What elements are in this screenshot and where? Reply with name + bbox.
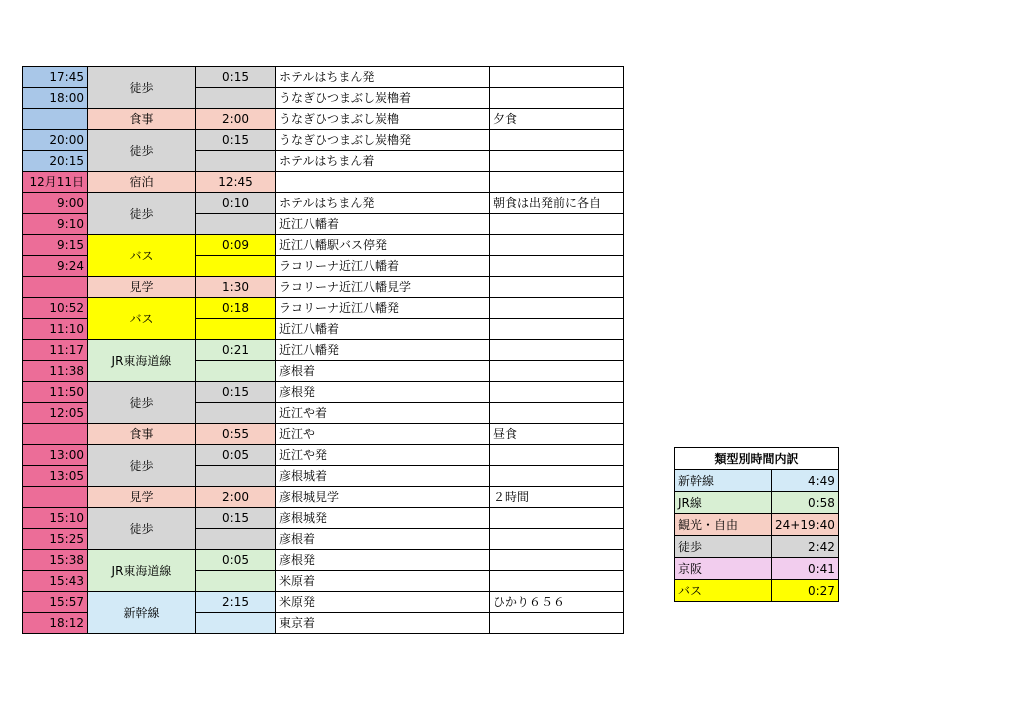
- transport-type-cell: 徒歩: [88, 130, 196, 172]
- duration-cell: [196, 151, 276, 172]
- description-cell: うなぎひつまぶし炭櫓発: [276, 130, 490, 151]
- duration-cell: 1:30: [196, 277, 276, 298]
- duration-cell: 2:00: [196, 109, 276, 130]
- summary-label: JR線: [675, 492, 772, 514]
- itinerary-row: [23, 298, 624, 319]
- note-cell: [490, 88, 624, 109]
- description-cell: ラコリーナ近江八幡着: [276, 256, 490, 277]
- summary-value: 0:58: [772, 492, 839, 514]
- time-cell: 9:15: [23, 235, 88, 256]
- description-cell: [276, 172, 490, 193]
- time-cell: [23, 109, 88, 130]
- note-cell: [490, 151, 624, 172]
- time-cell: 20:00: [23, 130, 88, 151]
- transport-type-cell: 徒歩: [88, 193, 196, 235]
- duration-cell: [196, 529, 276, 550]
- description-cell: 彦根発: [276, 550, 490, 571]
- time-cell: 13:05: [23, 466, 88, 487]
- description-cell: 東京着: [276, 613, 490, 634]
- duration-cell: [196, 466, 276, 487]
- summary-value: 4:49: [772, 470, 839, 492]
- note-cell: [490, 235, 624, 256]
- summary-label: 京阪: [675, 558, 772, 580]
- transport-type-cell: 徒歩: [88, 67, 196, 109]
- duration-cell: [196, 361, 276, 382]
- note-cell: [490, 466, 624, 487]
- time-cell: 12月11日: [23, 172, 88, 193]
- summary-label: 徒歩: [675, 536, 772, 558]
- time-cell: 15:43: [23, 571, 88, 592]
- duration-cell: 0:21: [196, 340, 276, 361]
- note-cell: [490, 298, 624, 319]
- summary-row: [675, 492, 839, 514]
- description-cell: 近江や発: [276, 445, 490, 466]
- note-cell: ２時間: [490, 487, 624, 508]
- time-cell: 18:00: [23, 88, 88, 109]
- itinerary-row: [23, 424, 624, 445]
- duration-cell: 0:15: [196, 382, 276, 403]
- duration-cell: 0:05: [196, 445, 276, 466]
- description-cell: ラコリーナ近江八幡見学: [276, 277, 490, 298]
- duration-cell: 2:15: [196, 592, 276, 613]
- note-cell: [490, 172, 624, 193]
- note-cell: [490, 403, 624, 424]
- time-cell: 10:52: [23, 298, 88, 319]
- description-cell: 米原発: [276, 592, 490, 613]
- time-cell: 15:10: [23, 508, 88, 529]
- note-cell: [490, 529, 624, 550]
- duration-cell: 12:45: [196, 172, 276, 193]
- transport-type-cell: 食事: [88, 424, 196, 445]
- time-cell: 17:45: [23, 67, 88, 88]
- note-cell: [490, 445, 624, 466]
- time-cell: 11:17: [23, 340, 88, 361]
- transport-type-cell: 見学: [88, 487, 196, 508]
- transport-type-cell: 徒歩: [88, 382, 196, 424]
- note-cell: ひかり６５６: [490, 592, 624, 613]
- time-cell: 12:05: [23, 403, 88, 424]
- summary-value: 24+19:40: [772, 514, 839, 536]
- note-cell: [490, 277, 624, 298]
- note-cell: 昼食: [490, 424, 624, 445]
- transport-type-cell: 食事: [88, 109, 196, 130]
- transport-type-cell: 新幹線: [88, 592, 196, 634]
- description-cell: 近江や: [276, 424, 490, 445]
- time-cell: 15:25: [23, 529, 88, 550]
- note-cell: [490, 361, 624, 382]
- description-cell: 近江八幡発: [276, 340, 490, 361]
- note-cell: [490, 67, 624, 88]
- description-cell: 近江八幡駅バス停発: [276, 235, 490, 256]
- summary-value: 0:27: [772, 580, 839, 602]
- duration-cell: [196, 256, 276, 277]
- duration-cell: 0:15: [196, 67, 276, 88]
- summary-value: 0:41: [772, 558, 839, 580]
- description-cell: ラコリーナ近江八幡発: [276, 298, 490, 319]
- note-cell: [490, 340, 624, 361]
- time-cell: 15:57: [23, 592, 88, 613]
- duration-cell: 0:10: [196, 193, 276, 214]
- note-cell: [490, 319, 624, 340]
- itinerary-row: [23, 67, 624, 88]
- note-cell: [490, 613, 624, 634]
- time-cell: [23, 277, 88, 298]
- transport-type-cell: 徒歩: [88, 508, 196, 550]
- time-cell: 18:12: [23, 613, 88, 634]
- note-cell: [490, 571, 624, 592]
- itinerary-row: [23, 277, 624, 298]
- summary-title: 類型別時間内訳: [675, 448, 839, 470]
- itinerary-row: [23, 172, 624, 193]
- time-cell: [23, 424, 88, 445]
- duration-cell: 0:18: [196, 298, 276, 319]
- summary-row: [675, 558, 839, 580]
- transport-type-cell: 徒歩: [88, 445, 196, 487]
- summary-row: [675, 470, 839, 492]
- time-cell: 20:15: [23, 151, 88, 172]
- transport-type-cell: JR東海道線: [88, 550, 196, 592]
- duration-cell: [196, 403, 276, 424]
- itinerary-row: [23, 235, 624, 256]
- duration-cell: [196, 214, 276, 235]
- itinerary-row: [23, 508, 624, 529]
- note-cell: [490, 382, 624, 403]
- time-summary-table: [674, 447, 839, 602]
- duration-cell: 0:15: [196, 130, 276, 151]
- description-cell: うなぎひつまぶし炭櫓着: [276, 88, 490, 109]
- time-cell: 9:00: [23, 193, 88, 214]
- time-cell: 15:38: [23, 550, 88, 571]
- itinerary-row: [23, 130, 624, 151]
- description-cell: 近江八幡着: [276, 214, 490, 235]
- time-cell: 9:24: [23, 256, 88, 277]
- duration-cell: 0:05: [196, 550, 276, 571]
- transport-type-cell: 宿泊: [88, 172, 196, 193]
- itinerary-body: [23, 67, 624, 634]
- description-cell: 彦根発: [276, 382, 490, 403]
- description-cell: 近江や着: [276, 403, 490, 424]
- duration-cell: 0:09: [196, 235, 276, 256]
- itinerary-row: [23, 445, 624, 466]
- note-cell: [490, 550, 624, 571]
- summary-row: [675, 536, 839, 558]
- description-cell: うなぎひつまぶし炭櫓: [276, 109, 490, 130]
- description-cell: 彦根着: [276, 529, 490, 550]
- summary-label: 新幹線: [675, 470, 772, 492]
- itinerary-row: [23, 382, 624, 403]
- duration-cell: 0:15: [196, 508, 276, 529]
- note-cell: [490, 130, 624, 151]
- transport-type-cell: 見学: [88, 277, 196, 298]
- summary-value: 2:42: [772, 536, 839, 558]
- description-cell: 彦根着: [276, 361, 490, 382]
- time-cell: 11:10: [23, 319, 88, 340]
- description-cell: 米原着: [276, 571, 490, 592]
- transport-type-cell: バス: [88, 298, 196, 340]
- duration-cell: 2:00: [196, 487, 276, 508]
- duration-cell: [196, 88, 276, 109]
- note-cell: [490, 508, 624, 529]
- summary-row: [675, 580, 839, 602]
- transport-type-cell: バス: [88, 235, 196, 277]
- summary-label: 観光・自由: [675, 514, 772, 536]
- itinerary-row: [23, 592, 624, 613]
- description-cell: 近江八幡着: [276, 319, 490, 340]
- itinerary-table: [22, 66, 624, 634]
- note-cell: 朝食は出発前に各自: [490, 193, 624, 214]
- description-cell: ホテルはちまん着: [276, 151, 490, 172]
- time-cell: 11:50: [23, 382, 88, 403]
- note-cell: [490, 214, 624, 235]
- description-cell: 彦根城見学: [276, 487, 490, 508]
- itinerary-row: [23, 109, 624, 130]
- transport-type-cell: JR東海道線: [88, 340, 196, 382]
- description-cell: 彦根城着: [276, 466, 490, 487]
- itinerary-row: [23, 550, 624, 571]
- description-cell: 彦根城発: [276, 508, 490, 529]
- time-cell: 13:00: [23, 445, 88, 466]
- itinerary-row: [23, 487, 624, 508]
- time-cell: 11:38: [23, 361, 88, 382]
- summary-title-row: [675, 448, 839, 470]
- itinerary-row: [23, 193, 624, 214]
- duration-cell: [196, 571, 276, 592]
- note-cell: 夕食: [490, 109, 624, 130]
- description-cell: ホテルはちまん発: [276, 67, 490, 88]
- description-cell: ホテルはちまん発: [276, 193, 490, 214]
- summary-label: バス: [675, 580, 772, 602]
- time-cell: 9:10: [23, 214, 88, 235]
- duration-cell: [196, 319, 276, 340]
- duration-cell: [196, 613, 276, 634]
- summary-row: [675, 514, 839, 536]
- itinerary-row: [23, 340, 624, 361]
- time-cell: [23, 487, 88, 508]
- duration-cell: 0:55: [196, 424, 276, 445]
- note-cell: [490, 256, 624, 277]
- time-summary-body: [675, 448, 839, 602]
